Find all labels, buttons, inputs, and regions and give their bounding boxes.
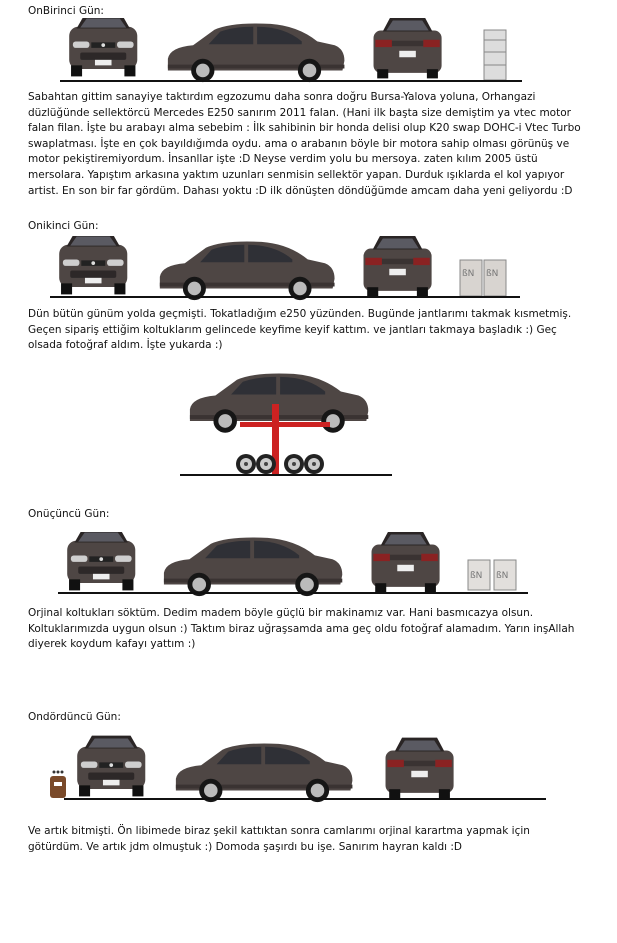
svg-text:ßN: ßN bbox=[462, 269, 475, 279]
car-side-view bbox=[164, 537, 342, 596]
car-front-view bbox=[69, 18, 137, 76]
scene-day-13 bbox=[58, 532, 578, 598]
car-rear-view bbox=[374, 18, 442, 78]
section-title-day-12: Onikinci Gün: bbox=[28, 220, 99, 232]
ground-line bbox=[64, 798, 546, 800]
car-front-view bbox=[77, 736, 145, 797]
ground-line bbox=[180, 474, 392, 476]
lift-scene bbox=[180, 370, 400, 480]
svg-text:ßN: ßN bbox=[486, 269, 499, 279]
ground-line bbox=[60, 80, 522, 82]
scene-day-14 bbox=[46, 734, 566, 806]
wheel bbox=[236, 454, 256, 474]
car-side-view bbox=[176, 743, 353, 802]
domo-figure bbox=[50, 771, 66, 799]
open-seat-box bbox=[468, 560, 516, 590]
section-text-day-13: Orjinal koltukları söktüm. Dedim madem böyle güçlü bir makinamız var. Hani basmıcazya olsun. Koltuklarımızda uygun olsun :) Taktım biraz uğraşsamda ama geç oldu fotoğraf alamadım. Yarın inşAllah diyerek koydum kafayı yattım :) bbox=[28, 607, 575, 651]
scene-day-11 bbox=[60, 18, 580, 84]
section-title-day-11: OnBirinci Gün: bbox=[28, 5, 104, 17]
wheel bbox=[284, 454, 304, 474]
ground-line bbox=[58, 592, 528, 594]
svg-text:ßN: ßN bbox=[470, 571, 483, 581]
section-text-day-14: Ve artık bitmişti. Ön libimede biraz şekil kattıktan sonra camlarımı orjinal karartma yapmak için götürdüm. Ve artık jdm olmuştuk :) Domoda şaşırdı bu işe. Sanırım hayran kaldı :D bbox=[28, 825, 530, 853]
seat-stack bbox=[484, 30, 506, 80]
section-text-day-11: Sabahtan gittim sanayiye taktırdım egzozumu daha sonra doğru Bursa-Yalova yoluna, Orhangazi düzlüğünde sellektörcü Mercedes E250 sanırım 2011 falan. (Hani ilk başta size demiştim ya vtec motor falan filan. İşte bu arabayı alma sebebim : İlk sahibinin bir honda delisi olup K20 swap DOHC-i Vtec Turbo swaplatması. İşte en çok bayıldığımda oydu. ama o arabanın böyle bir motora sahip olması görünüş ve motor pekiştiremiyordum. İnsanllar işte :D Neyse verdim yolu bu mersoya. zaten kılım 2005 üstü mersolara. Yapıştım arkasına yaktım uzunları senmisin sellektör yapan. Durduk ışıklarda el kol yapıyor artist. En son bir far gördüm. Dahası yoktu :D ilk dönüşten döndüğümde amcam daha yeni geliyordu :D bbox=[28, 91, 581, 197]
seat-box bbox=[460, 260, 506, 296]
car-front-view bbox=[59, 236, 127, 294]
car-front-view bbox=[67, 532, 135, 590]
car-rear-view bbox=[386, 738, 454, 799]
wheel bbox=[304, 454, 324, 474]
car-rear-view bbox=[364, 236, 432, 296]
section-title-day-13: Onüçüncü Gün: bbox=[28, 508, 110, 520]
ground-line bbox=[50, 296, 520, 298]
car-side-view bbox=[168, 23, 345, 82]
lift-platform bbox=[240, 422, 330, 427]
car-side-view bbox=[160, 241, 335, 300]
section-title-day-14: Ondördüncü Gün: bbox=[28, 711, 121, 723]
wheel bbox=[256, 454, 276, 474]
car-rear-view bbox=[372, 532, 440, 592]
scene-day-12 bbox=[50, 236, 570, 302]
section-text-day-12: Dün bütün günüm yolda geçmişti. Tokatladığım e250 yüzünden. Bugünde jantlarımı takmak kısmetmiş. Geçen sipariş ettiğim koltuklarım gelincede keyfime keyif kattım. ve jantları takmaya başladık :) Geç olsada fotoğraf aldım. İşte yukarda :) bbox=[28, 308, 572, 352]
svg-text:ßN: ßN bbox=[496, 571, 509, 581]
